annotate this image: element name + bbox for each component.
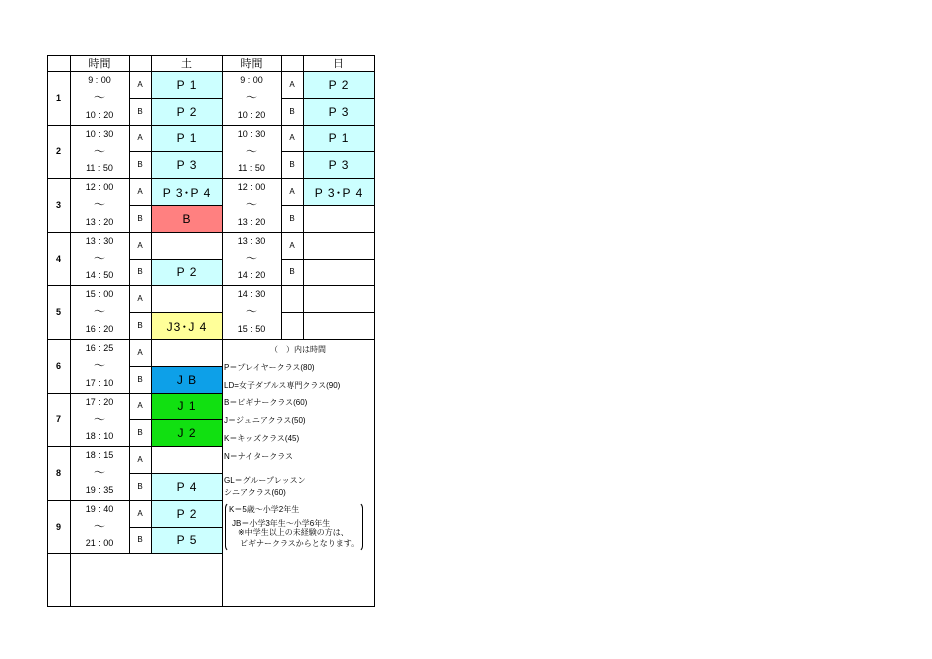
saturday-class-cell: J B bbox=[152, 367, 222, 393]
sat-tilde: ～ bbox=[94, 413, 105, 426]
header-saturday: 土 bbox=[181, 58, 192, 70]
sat-end-time: 14 : 50 bbox=[85, 270, 114, 281]
sat-slot-a-label: A bbox=[137, 240, 143, 250]
sat-slot-b-label: B bbox=[137, 428, 143, 438]
sunday-class-cell bbox=[304, 206, 374, 232]
saturday-class-cell: P 2 bbox=[152, 99, 222, 125]
sunday-class-cell: P 2 bbox=[304, 72, 374, 98]
grid-hline bbox=[281, 151, 375, 152]
sat-start-time: 16 : 25 bbox=[85, 343, 114, 353]
sat-start-time: 9 : 00 bbox=[88, 75, 111, 85]
header-time-sunday: 時間 bbox=[240, 58, 263, 70]
grid-hline bbox=[129, 98, 223, 99]
grid-hline bbox=[129, 527, 223, 528]
grid-hline bbox=[47, 232, 223, 233]
grid-hline bbox=[47, 178, 223, 179]
header-time: 時間 bbox=[88, 58, 111, 70]
sat-tilde: ～ bbox=[94, 92, 105, 104]
grid-vline bbox=[70, 55, 71, 606]
sat-slot-a-label: A bbox=[137, 508, 143, 518]
sun-slot-b-label: B bbox=[289, 160, 295, 170]
note-gl: GL＝グループレッスン bbox=[224, 476, 306, 485]
sun-slot-b-label: B bbox=[289, 267, 295, 277]
grid-hline bbox=[281, 98, 375, 99]
sun-start-time: 10 : 30 bbox=[237, 128, 266, 139]
saturday-class-cell: P 3･P 4 bbox=[152, 179, 222, 205]
grid-hline bbox=[47, 285, 223, 286]
saturday-class-cell bbox=[152, 340, 222, 366]
sun-start-time: 12 : 00 bbox=[237, 182, 266, 193]
sat-slot-b-label: B bbox=[137, 321, 143, 331]
grid-hline bbox=[47, 500, 223, 501]
sat-slot-b-label: B bbox=[137, 481, 143, 491]
grid-hline bbox=[222, 178, 375, 179]
sat-slot-a-label: A bbox=[137, 133, 143, 143]
grid-hline bbox=[281, 259, 375, 260]
saturday-class-cell bbox=[152, 233, 222, 259]
sun-end-time: 11 : 50 bbox=[238, 163, 265, 174]
grid-hline bbox=[222, 339, 375, 340]
sat-slot-b-label: B bbox=[137, 374, 143, 384]
sat-start-time: 19 : 40 bbox=[85, 503, 114, 514]
sat-slot-b-label: B bbox=[137, 106, 143, 116]
sun-slot-a-label: A bbox=[289, 133, 295, 143]
grid-hline bbox=[47, 553, 223, 554]
sunday-class-cell bbox=[304, 233, 374, 259]
sun-tilde: ～ bbox=[246, 145, 257, 158]
grid-hline bbox=[129, 473, 223, 474]
sat-end-time: 21 : 00 bbox=[85, 538, 114, 549]
saturday-class-cell: P 1 bbox=[152, 72, 222, 98]
sunday-class-cell: P 3 bbox=[304, 99, 374, 125]
sun-tilde: ～ bbox=[246, 306, 257, 319]
sat-slot-b-label: B bbox=[137, 160, 143, 170]
grid-hline bbox=[222, 232, 375, 233]
saturday-class-cell: B bbox=[152, 206, 222, 232]
sat-end-time: 16 : 20 bbox=[85, 324, 114, 334]
note-b: B＝ビギナークラス(60) bbox=[224, 398, 308, 407]
grid-hline bbox=[281, 205, 375, 206]
sun-slot-a-label: A bbox=[289, 79, 295, 89]
note-beginner-2: ビギナークラスからとなります。 bbox=[240, 539, 360, 548]
sat-slot-a-label: A bbox=[137, 187, 143, 197]
sunday-class-cell: P 1 bbox=[304, 126, 374, 152]
period-number: 2 bbox=[55, 146, 61, 157]
grid-hline bbox=[47, 55, 375, 56]
sat-tilde: ～ bbox=[94, 252, 105, 265]
grid-hline bbox=[281, 312, 375, 313]
sat-slot-a-label: A bbox=[137, 294, 143, 304]
sun-end-time: 13 : 20 bbox=[237, 216, 266, 227]
grid-vline bbox=[151, 55, 152, 553]
sat-start-time: 15 : 00 bbox=[85, 289, 114, 300]
sat-start-time: 10 : 30 bbox=[85, 128, 114, 139]
sun-end-time: 10 : 20 bbox=[237, 109, 266, 120]
saturday-class-cell: J 1 bbox=[152, 394, 222, 420]
grid-hline bbox=[47, 393, 223, 394]
saturday-class-cell: P 2 bbox=[152, 501, 222, 527]
saturday-class-cell: J 2 bbox=[152, 420, 222, 446]
period-number: 9 bbox=[55, 521, 61, 532]
grid-vline bbox=[374, 55, 375, 607]
grid-hline bbox=[222, 125, 375, 126]
sunday-class-cell bbox=[304, 260, 374, 286]
sat-tilde: ～ bbox=[94, 360, 105, 372]
saturday-class-cell: P 4 bbox=[152, 474, 222, 500]
note-beginner-1: ※中学生以上の未経験の方は、 bbox=[238, 528, 349, 537]
sun-tilde: ～ bbox=[246, 92, 257, 104]
sun-end-time: 14 : 20 bbox=[237, 270, 266, 281]
note-senior: シニアクラス(60) bbox=[224, 488, 286, 497]
header-sunday: 日 bbox=[333, 58, 344, 70]
grid-hline bbox=[47, 125, 223, 126]
note-jb-age: JB＝小学3年生～小学6年生 bbox=[232, 519, 331, 528]
note-ld: LD=女子ダブルス専門クラス(90) bbox=[224, 381, 341, 390]
sun-start-time: 13 : 30 bbox=[237, 235, 266, 246]
note-j: J＝ジュニアクラス(50) bbox=[224, 416, 306, 425]
period-number: 5 bbox=[55, 307, 61, 318]
sat-start-time: 13 : 30 bbox=[85, 235, 114, 246]
note-time: （ ）内は時間 bbox=[270, 345, 326, 354]
sat-end-time: 18 : 10 bbox=[85, 431, 114, 442]
period-number: 3 bbox=[55, 199, 61, 210]
note-p: P＝プレイヤークラス(80) bbox=[224, 363, 315, 372]
period-number: 7 bbox=[55, 414, 61, 425]
note-k: K＝キッズクラス(45) bbox=[224, 434, 300, 443]
sun-slot-a-label: A bbox=[289, 240, 295, 250]
saturday-class-cell: P 5 bbox=[152, 528, 222, 554]
sat-end-time: 10 : 20 bbox=[85, 109, 114, 120]
note-n: N＝ナイタークラス bbox=[224, 452, 293, 461]
sat-tilde: ～ bbox=[94, 520, 105, 533]
note-k-age: K＝5歳～小学2年生 bbox=[229, 505, 300, 514]
sat-end-time: 17 : 10 bbox=[85, 377, 114, 388]
period-number: 8 bbox=[55, 467, 61, 478]
grid-hline bbox=[47, 446, 223, 447]
sun-slot-b-label: B bbox=[289, 213, 295, 223]
sunday-class-cell: P 3･P 4 bbox=[304, 179, 374, 205]
period-number: 6 bbox=[55, 360, 61, 371]
sat-slot-a-label: A bbox=[137, 401, 143, 411]
grid-hline bbox=[129, 259, 223, 260]
sun-end-time: 15 : 50 bbox=[237, 324, 266, 334]
grid-hline bbox=[47, 606, 375, 607]
grid-hline bbox=[47, 71, 375, 72]
sat-slot-a-label: A bbox=[137, 455, 143, 465]
grid-hline bbox=[47, 339, 223, 340]
sat-start-time: 17 : 20 bbox=[85, 396, 114, 407]
sun-slot-a-label: A bbox=[289, 187, 295, 197]
sat-slot-b-label: B bbox=[137, 535, 143, 545]
period-number: 1 bbox=[55, 92, 61, 103]
saturday-class-cell: P 1 bbox=[152, 126, 222, 152]
sat-tilde: ～ bbox=[94, 467, 105, 480]
sat-end-time: 11 : 50 bbox=[86, 163, 113, 174]
period-number: 4 bbox=[55, 253, 61, 264]
sat-slot-b-label: B bbox=[137, 213, 143, 223]
sun-slot-b-label: B bbox=[289, 106, 295, 116]
sat-start-time: 12 : 00 bbox=[85, 182, 114, 193]
grid-vline bbox=[222, 55, 223, 606]
sat-start-time: 18 : 15 bbox=[85, 450, 114, 461]
saturday-class-cell: P 2 bbox=[152, 260, 222, 286]
grid-vline bbox=[47, 55, 48, 607]
sat-slot-a-label: A bbox=[137, 347, 143, 357]
sat-slot-b-label: B bbox=[137, 267, 143, 277]
sun-start-time: 14 : 30 bbox=[237, 289, 266, 300]
sat-end-time: 19 : 35 bbox=[85, 484, 114, 495]
saturday-class-cell: J3･J 4 bbox=[152, 313, 222, 339]
grid-hline bbox=[129, 419, 223, 420]
grid-vline bbox=[129, 55, 130, 553]
sat-slot-a-label: A bbox=[137, 79, 143, 89]
sun-tilde: ～ bbox=[246, 252, 257, 265]
sun-start-time: 9 : 00 bbox=[240, 75, 263, 85]
sat-end-time: 13 : 20 bbox=[85, 216, 114, 227]
saturday-class-cell bbox=[152, 286, 222, 312]
sun-tilde: ～ bbox=[246, 199, 257, 212]
saturday-class-cell bbox=[152, 447, 222, 473]
sunday-class-cell: P 3 bbox=[304, 152, 374, 178]
sat-tilde: ～ bbox=[94, 199, 105, 212]
grid-hline bbox=[129, 151, 223, 152]
sat-tilde: ～ bbox=[94, 306, 105, 319]
grid-hline bbox=[222, 285, 375, 286]
grid-hline bbox=[129, 312, 223, 313]
saturday-class-cell: P 3 bbox=[152, 152, 222, 178]
sat-tilde: ～ bbox=[94, 145, 105, 158]
grid-hline bbox=[129, 366, 223, 367]
grid-hline bbox=[129, 205, 223, 206]
